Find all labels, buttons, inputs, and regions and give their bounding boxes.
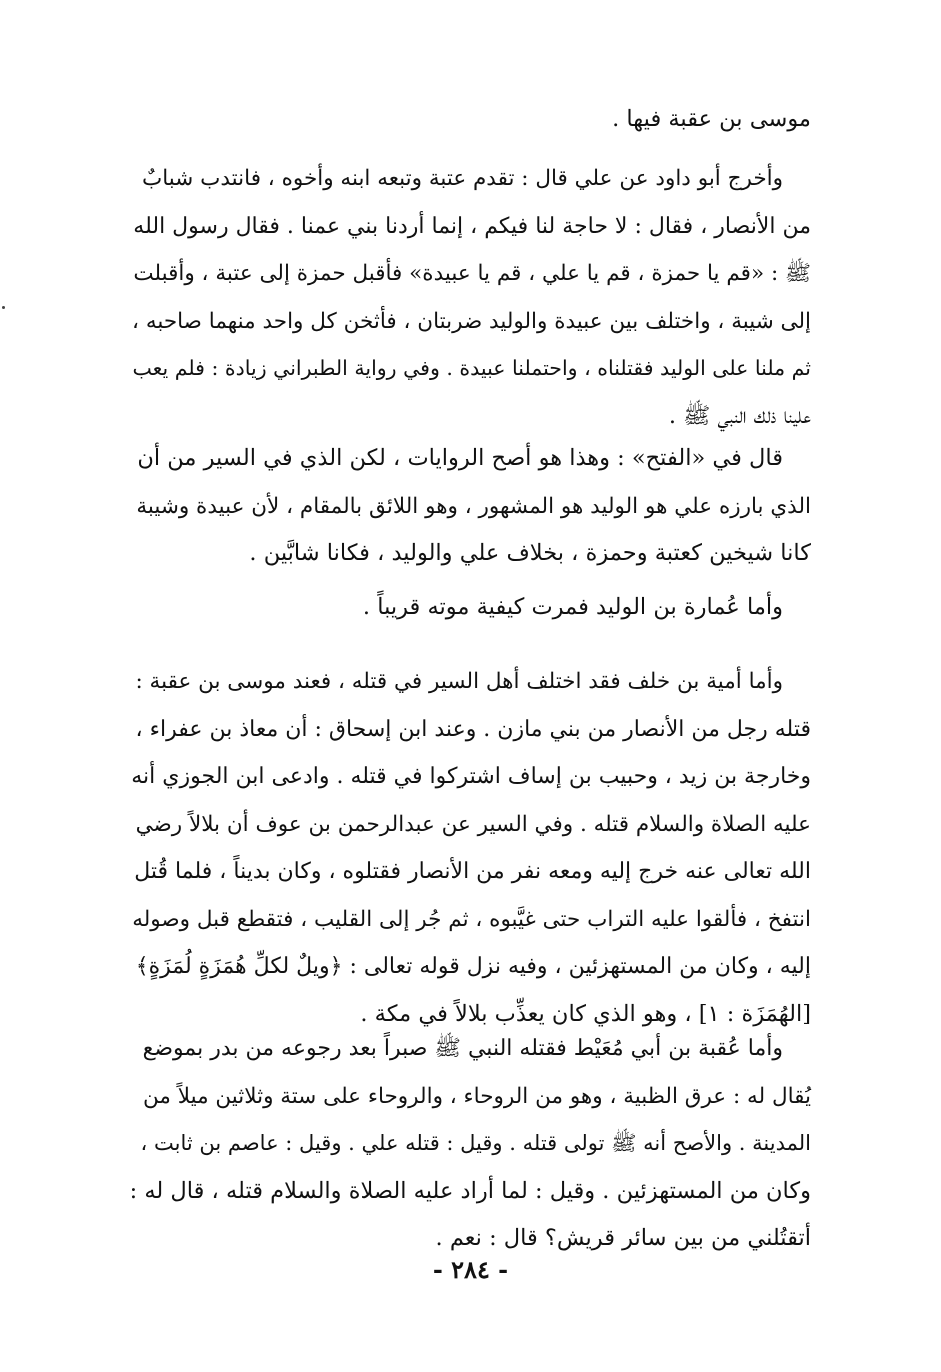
text-line: قال في «الفتح» : وهذا هو أصح الروايات ، لكن الذي في السير من أن: [137, 445, 783, 471]
text-line: أتقتُلني من بين سائر قريش؟ قال : نعم .: [435, 1225, 811, 1251]
text-line: وأما عُقبة بن أبي مُعَيْط فقتله النبي ﷺ صبراً بعد رجوعه من بدر بموضع: [142, 1036, 783, 1061]
text-line: ﷺ : «قم يا حمزة ، قم يا علي ، قم يا عبيدة» فأقبل حمزة إلى عتبة ، وأقبلت: [133, 261, 811, 286]
paragraph-umara: [129, 584, 811, 632]
text-line: وأما عُمارة بن الوليد فمرت كيفية موته قريباً .: [362, 594, 783, 620]
text-line: كانا شيخين كعتبة وحمزة ، بخلاف علي والوليد ، فكانا شابَّين .: [249, 540, 811, 566]
paragraph-continuation: [129, 96, 811, 144]
text-line: [الهُمَزَة : ١] ، وهو الذي كان يعذِّب بلالاً في مكة .: [360, 1000, 811, 1027]
text-line: إليه ، وكان من المستهزئين ، وفيه نزل قوله تعالى : ﴿ويلٌ لكلِّ هُمَزَةٍ لُمَزَةٍ﴾: [135, 954, 811, 979]
text-line: وأما أمية بن خلف فقد اختلف أهل السير في قتله ، فعند موسى بن عقبة :: [135, 669, 783, 694]
text-line: ثم ملنا على الوليد فقتلناه ، واحتملنا عبيدة . وفي رواية الطبراني زيادة : فلم يعب: [132, 356, 811, 380]
text-line: موسى بن عقبة فيها .: [612, 106, 811, 132]
margin-mark: [2, 306, 5, 309]
text-line: إلى شيبة ، واختلف بين عبيدة والوليد ضربتان ، فأثخن كل واحد منهما صاحبه ،: [132, 308, 811, 334]
text-line: عليه الصلاة والسلام قتله . وفي السير عن عبدالرحمن بن عوف أن بلالاً رضي: [135, 811, 811, 837]
page-number: - ٢٨٤ -: [432, 1255, 509, 1284]
text-line: انتفخ ، فألقوا عليه التراب حتى غيَّبوه ، ثم جُر إلى القليب ، فتقطع قبل وصوله: [132, 906, 811, 932]
text-line: من الأنصار ، فقال : لا حاجة لنا فيكم ، إنما أردنا بني عمنا . فقال رسول الله: [133, 213, 811, 239]
text-line: المدينة . والأصح أنه ﷺ تولى قتله . وقيل : قتله علي . وقيل : عاصم بن ثابت ،: [140, 1131, 811, 1155]
text-line: وكان من المستهزئين . وقيل : لما أراد عليه الصلاة والسلام قتله ، قال له :: [129, 1177, 811, 1204]
text-line: وأخرج أبو داود عن علي قال : تقدم عتبة وتبعه ابنه وأخوه ، فانتدب شبابٌ: [142, 166, 783, 191]
paragraph-abu-dawud: [129, 155, 811, 440]
text-line: وخارجة بن زيد ، وحبيب بن إساف اشتركوا في قتله . وادعى ابن الجوزي أنه: [131, 764, 811, 789]
text-line: قتله رجل من الأنصار من بني مازن . وعند ابن إسحاق : أن معاذ بن عفراء ،: [135, 716, 811, 742]
text-line: علينا ذلك النبي ﷺ .: [668, 402, 811, 429]
paragraph-uqba: [129, 1025, 811, 1263]
paragraph-umayya: [129, 658, 811, 1038]
paragraph-fath: [129, 435, 811, 578]
text-line: الذي بارزه علي هو الوليد هو المشهور ، وهو اللائق بالمقام ، لأن عبيدة وشيبة: [136, 493, 811, 519]
text-line: يُقال له : عرق الظبية ، وهو من الروحاء ، والروحاء على ستة وثلاثين ميلاً من: [143, 1083, 811, 1109]
text-line: الله تعالى عنه خرج إليه ومعه نفر من الأنصار فقتلوه ، وكان بديناً ، فلما قُتل: [134, 859, 811, 884]
